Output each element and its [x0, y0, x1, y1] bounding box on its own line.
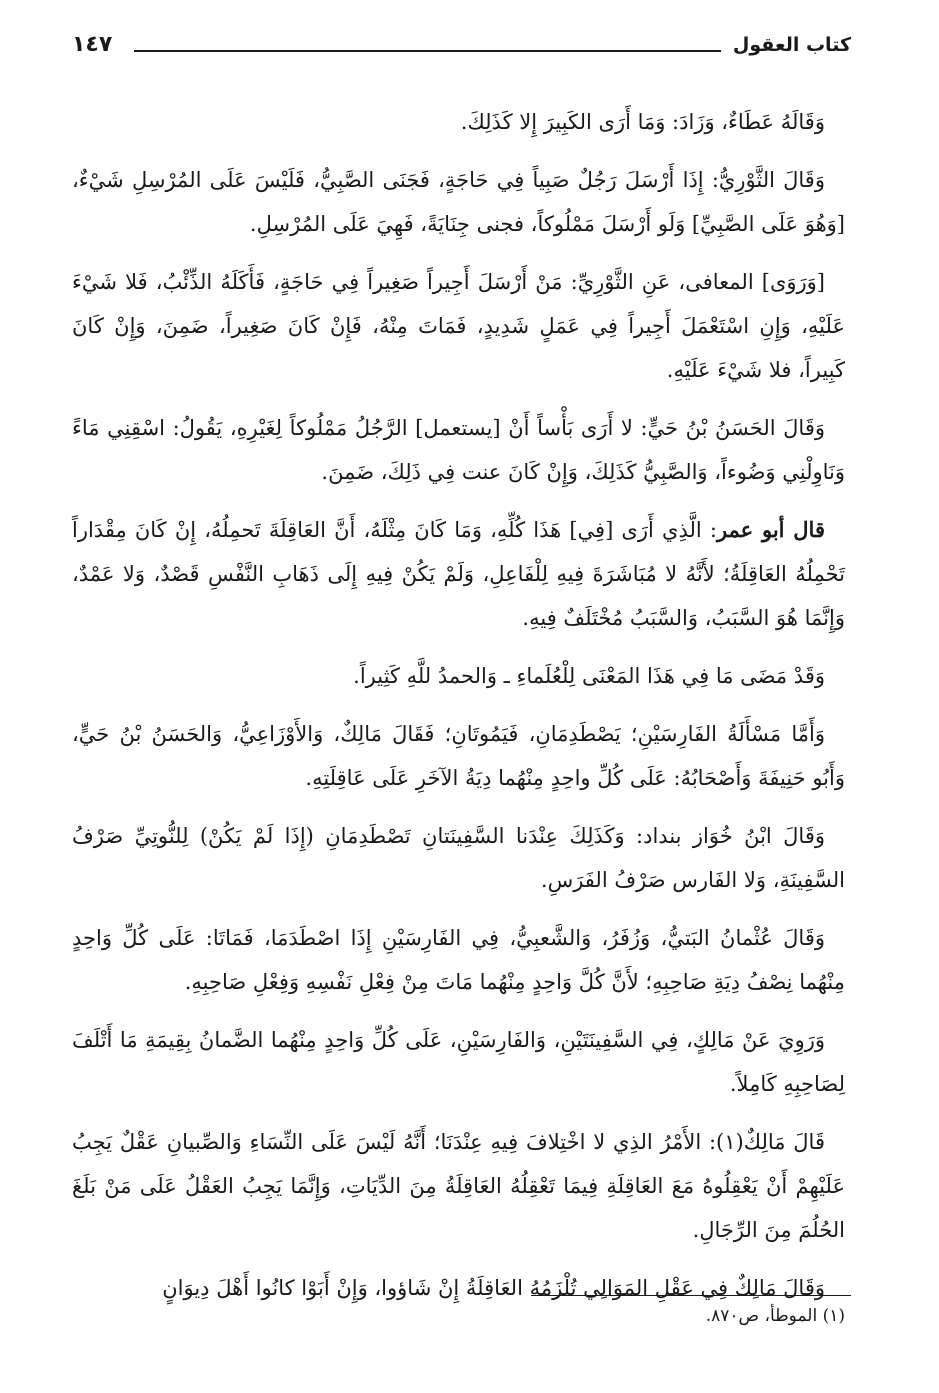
- main-text: [72, 100, 845, 1324]
- paragraph: قَالَ مَالِكٌ(١): الأَمْرُ الذِي لا اخْتِلافَ فِيهِ عِنْدَنَا؛ أَنَّهُ لَيْسَ عَلَى النِّسَاءِ وَالصِّبيانِ عَقْلٌ يَجِبُ عَلَيْهِمْ أَنْ يَعْقِلُوهُ مَعَ العَاقِلَةِ فِيمَا تَعْقِلُهُ العَاقِلَةُ مِنَ الدِّيَاتِ، وَإِنَّمَا يَجِبُ العَقْلُ عَلَى مَنْ بَلَغَ الحُلُمَ مِنَ الرِّجَالِ.: [72, 1130, 845, 1242]
- paragraph: وَقَالَ عُثْمانُ البَتيُّ، وَزُفَرُ، وَالشَّعبِيُّ، فِي الفَارِسَيْنِ إِذَا اصْطَدَمَا، فَمَاتَا: عَلَى كُلِّ وَاحِدٍ مِنْهُما نِصْفُ دِيَةِ صَاحِبِهِ؛ لأَنَّ كُلَّ وَاحِدٍ مِنْهُما مَاتَ مِنْ فِعْلِ نَفْسِهِ وَفِعْلِ صَاحِبِهِ.: [72, 926, 845, 994]
- paragraph: وَرَوِيَ عَنْ مَالِكٍ، فِي السَّفِينَتَيْنِ، وَالفَارِسَيْنِ، عَلَى كُلِّ وَاحِدٍ مِنْهُما الضَّمانُ بِقِيمَةِ مَا أَتْلَفَ لِصَاحِبِهِ كَامِلاً.: [72, 1028, 845, 1096]
- paragraph: وَقَالَهُ عَطَاءٌ، وَزَادَ: وَمَا أَرَى الكَبِيرَ إِلا كَذَلِكَ.: [460, 110, 825, 134]
- paragraph: قال أبو عمر: الَّذِي أَرَى [فِي] هَذَا كُلِّهِ، وَمَا كَانَ مِثْلَهُ، أَنَّ العَاقِلَةَ تَحمِلُهُ، إِنْ كَانَ مِقْدَاراً تَحْمِلُهُ العَاقِلَةُ؛ لأَنَّهُ لا مُبَاشَرَةَ فِيهِ لِلْفَاعِلِ، وَلَمْ يَكُنْ فِيهِ إِلَى ذَهَابِ النَّفْسِ قَصْدٌ، وَلا عَمْدٌ، وَإِنَّمَا هُوَ السَّبَبُ، وَالسَّبَبُ مُخْتَلَفٌ فِيهِ.: [72, 517, 845, 630]
- paragraph: وَقَالَ الحَسَنُ بْنُ حَيٍّ: لا أَرَى بَأْساً أَنْ [يستعمل] الرَّجُلُ مَمْلُوكاً لِغَيْرِهِ، يَقُولُ: اسْقِنِي مَاءً وَنَاوِلْنِي وَضُوءاً، وَالصَّبِيُّ كَذَلِكَ، وَإِنْ كَانَ عنت فِي ذَلِكَ، ضَمِنَ.: [72, 416, 845, 484]
- page-header: [72, 28, 851, 68]
- header-rule: [134, 50, 721, 52]
- running-title: كتاب العقول: [732, 34, 851, 56]
- paragraph: وَقَالَ ابْنُ خُوَاز بنداد: وَكَذَلِكَ عِنْدَنا السَّفِينَتانِ تَصْطَدِمَانِ (إِذَا لَمْ يَكُنْ) لِلنُّوتِيِّ صَرْفُ السَّفِينَةِ، وَلا الفَارس صَرْفُ الفَرَسِ.: [72, 824, 845, 892]
- paragraph: [وَرَوَى] المعافى، عَنِ الثَّوْرِيِّ: مَنْ أَرْسَلَ أَجِيراً صَغِيراً فِي حَاجَةٍ، فَأَكَلَهُ الذِّئْبُ، فَلا شَيْءَ عَلَيْهِ، وَإِنِ اسْتَعْمَلَ أَجِيراً فِي عَمَلٍ شَدِيدٍ، فَمَاتَ مِنْهُ، فَإِنْ كَانَ صَغِيراً، ضَمِنَ، وَإِنْ كَانَ كَبِيراً، فلا شَيْءَ عَلَيْهِ.: [72, 270, 845, 382]
- paragraph: وَقَالَ الثَّوْرِيُّ: إِذَا أَرْسَلَ رَجُلٌ صَبِياً فِي حَاجَةٍ، فَجَنَى الصَّبِيُّ، فَلَيْسَ عَلَى المُرْسِلِ شَيْءٌ، [وَهُوَ عَلَى الصَّبِيِّ] وَلَو أَرْسَلَ مَمْلُوكاً، فجنى جِنَايَةً، فَهِيَ عَلَى المُرْسِلِ.: [72, 168, 845, 236]
- paragraph: وَقَدْ مَضَى مَا فِي هَذَا المَعْنَى لِلْعُلَماءِ ـ وَالحمدُ للَّهِ كَثِيراً.: [353, 664, 825, 688]
- paragraph: وَقَالَ مَالِكٌ فِي عَقْلِ المَوَالِي تُلْزَمُهُ العَاقِلَةُ إِنْ شَاؤوا، وَإِنْ أَبَوْا كانُوا أَهْلَ دِيوَانٍ: [162, 1276, 825, 1300]
- page-number: ١٤٧: [72, 32, 113, 57]
- footnote-rule: [531, 1295, 851, 1296]
- footnote: (١) الموطأ، ص٨٧٠.: [705, 1306, 845, 1326]
- paragraph: وَأَمَّا مَسْأَلَةُ الفَارِسَيْنِ؛ يَصْطَدِمَانِ، فَيَمُوتَانِ؛ فَقَالَ مَالِكٌ، وَالأَوْزَاعِيُّ، وَالحَسَنُ بْنُ حَيٍّ، وَأَبُو حَنِيفَةَ وَأَصْحَابُهُ: عَلَى كُلِّ واحِدٍ مِنْهُما دِيَةُ الآخَرِ عَلَى عَاقِلَتِهِ.: [72, 722, 845, 790]
- speaker-label: قال أبو عمر: [716, 517, 825, 542]
